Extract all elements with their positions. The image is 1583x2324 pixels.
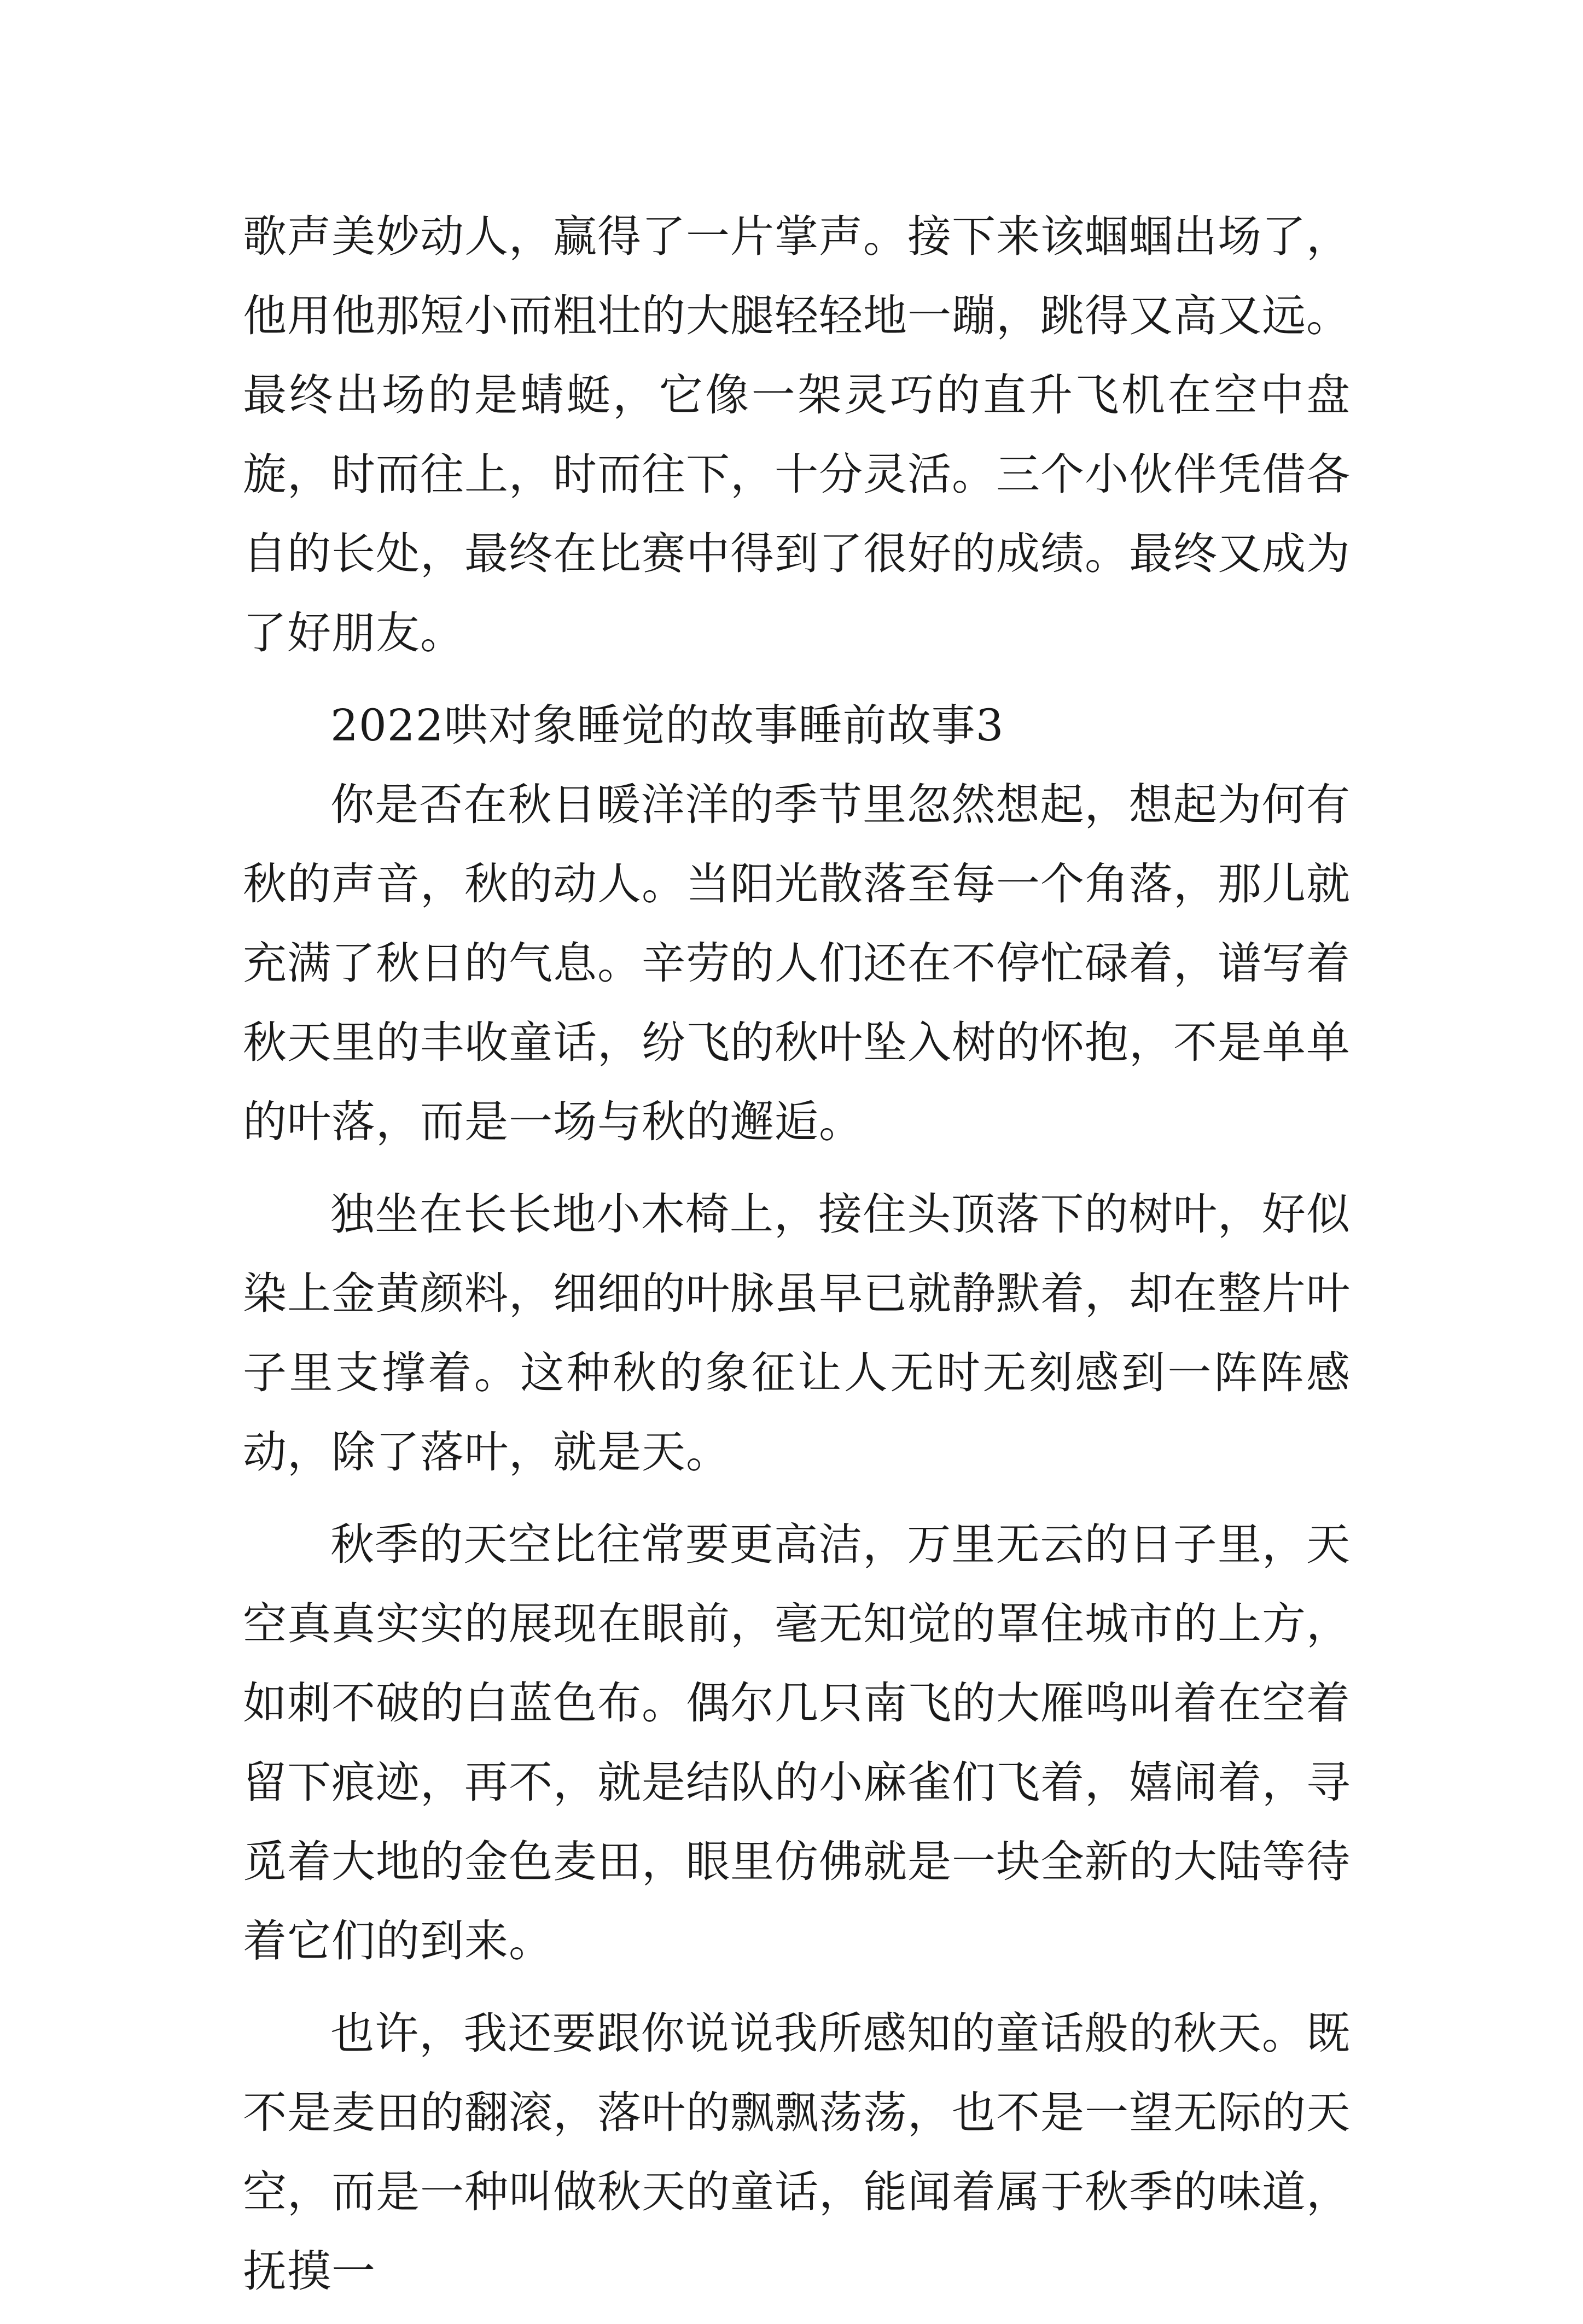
- paragraph-continuation: 歌声美妙动人，赢得了一片掌声。接下来该蝈蝈出场了，他用他那短小而粗壮的大腿轻轻地一蹦，跳得又高又远。最终出场的是蜻蜓，它像一架灵巧的直升飞机在空中盘旋，时而往上，时而往下，十分灵活。三个小伙伴凭借各自的长处，最终在比赛中得到了很好的成绩。最终又成为了好朋友。: [243, 211, 1351, 658]
- paragraph: 秋季的天空比往常要更高洁，万里无云的日子里，天空真真实实的展现在眼前，毫无知觉的罩住城市的上方，如刺不破的白蓝色布。偶尔几只南飞的大雁鸣叫着在空着留下痕迹，再不，就是结队的小麻雀们飞着，嬉闹着，寻觅着大地的金色麦田，眼里仿佛就是一块全新的大陆等待着它们的到来。: [243, 1519, 1351, 1966]
- paragraph: 独坐在长长地小木椅上，接住头顶落下的树叶，好似染上金黄颜料，细细的叶脉虽早已就静默着，却在整片叶子里支撑着。这种秋的象征让人无时无刻感到一阵阵感动，除了落叶，就是天。: [243, 1189, 1351, 1478]
- paragraph: 也许，我还要跟你说说我所感知的童话般的秋天。既不是麦田的翻滚，落叶的飘飘荡荡，也不是一望无际的天空，而是一种叫做秋天的童话，能闻着属于秋季的味道，抚摸一: [243, 2008, 1351, 2297]
- document-body: [243, 197, 1351, 2324]
- paragraph: 你是否在秋日暖洋洋的季节里忽然想起，想起为何有秋的声音，秋的动人。当阳光散落至每一个角落，那儿就充满了秋日的气息。辛劳的人们还在不停忙碌着，谱写着秋天里的丰收童话，纷飞的秋叶坠入树的怀抱，不是单单的叶落，而是一场与秋的邂逅。: [243, 779, 1351, 1147]
- section-heading: 2022哄对象睡觉的故事睡前故事3: [330, 700, 1004, 751]
